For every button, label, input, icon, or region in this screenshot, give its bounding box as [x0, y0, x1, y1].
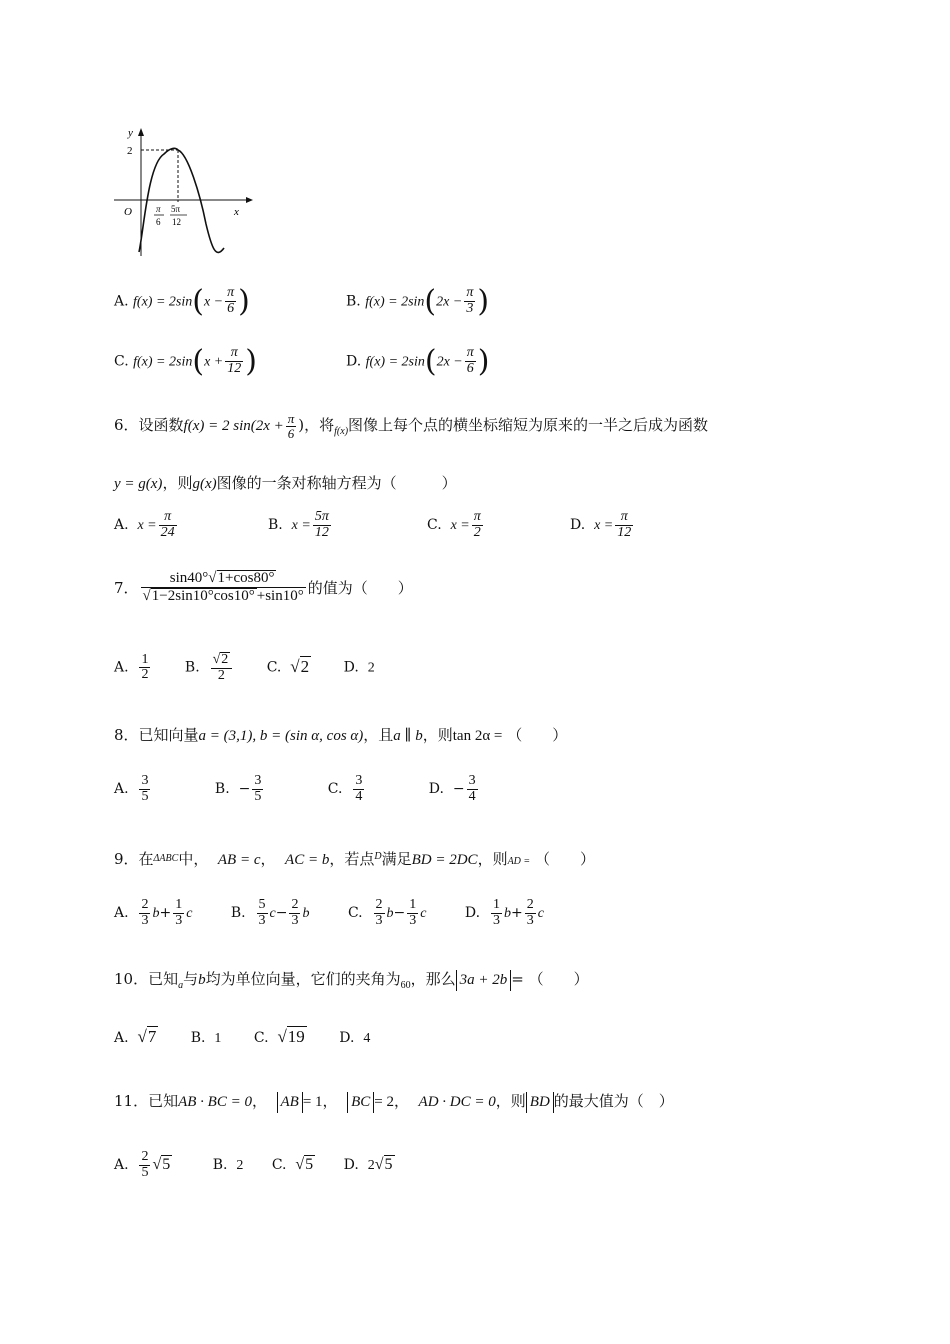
frac-den: 12: [227, 361, 242, 376]
tick2-den: 12: [172, 217, 181, 227]
formula: f(x) = 2sin: [133, 294, 193, 310]
frac-num: 3: [468, 773, 476, 788]
option-letter: D.: [343, 659, 359, 676]
frac-num: π: [164, 509, 172, 524]
option-letter: C.: [271, 1157, 287, 1174]
answer-blank: （ ）: [528, 970, 589, 988]
option-letter: C.: [253, 1030, 269, 1046]
text: 满足: [381, 850, 412, 868]
tick1-den: 6: [156, 217, 161, 227]
y-axis-label: y: [128, 127, 133, 139]
option-letter: A.: [114, 517, 129, 534]
tick1-num: π: [156, 204, 161, 214]
frac-den: 5: [141, 788, 149, 804]
formula: 3a + 2b: [456, 970, 512, 991]
max-label: 2: [127, 145, 133, 157]
formula: f(x) = 2sin: [133, 354, 193, 370]
q10-stem: [114, 968, 589, 991]
option-letter: B.: [214, 781, 230, 798]
text: ，则: [495, 1092, 526, 1110]
frac-den: 2: [141, 667, 149, 683]
q6-option-a: [114, 510, 179, 540]
x-axis-label: x: [234, 206, 239, 218]
option-letter: A.: [114, 1030, 129, 1046]
option-letter: C.: [114, 353, 129, 370]
text: ，则: [477, 850, 508, 868]
frac-den: 5: [141, 1164, 149, 1180]
formula: AD =: [507, 856, 531, 867]
frac-num: π: [230, 345, 238, 361]
text: ，则: [162, 474, 193, 492]
q5-option-d: D. f(x) = 2sin(2x − $\frac{\pi}{6}$ ): [346, 344, 490, 379]
option-letter: C.: [266, 659, 282, 676]
question-number: 11．已知: [114, 1092, 179, 1110]
q9-options: A. $\frac{2}{3}$ b+ $\frac{1}{3}$ c B. $\frac{5}{3}$ c− $\frac{2}{3}$ b C. $\frac{2}{3}$ b− $\frac{1}{3}$ c D. $\frac{1}{3}$ b+ $\frac{2}{3}$ c: [114, 897, 544, 928]
q7-options: A. $\frac{1}{2}$ B. $\frac{√2}{2}$ C. √2 D. 2: [114, 651, 375, 683]
text: ，那么: [410, 970, 456, 988]
frac-num: π: [287, 411, 295, 426]
frac-den: 2: [472, 525, 483, 541]
formula: a ∥ b: [393, 728, 423, 744]
option-letter: C.: [327, 781, 343, 798]
q10-options: A. √7 B. 1 C. √19 D. 4: [114, 1027, 371, 1046]
formula: a: [178, 980, 184, 991]
formula: x =: [291, 518, 311, 534]
formula-inner: 2x −: [436, 294, 463, 310]
formula: tan 2α =: [452, 728, 503, 744]
sqrt-content: 19: [287, 1027, 305, 1046]
formula: BD = 2DC: [411, 852, 478, 868]
text: = 1，: [302, 1094, 338, 1110]
frac-num: 2: [141, 1149, 149, 1164]
frac-den: 4: [355, 788, 363, 804]
option-letter: A.: [114, 293, 129, 310]
question-number: 8．已知向量: [114, 726, 199, 744]
q11-stem: 11．已知AB · BC = 0， AB = 1， BC = 2， AD · DC = 0，则 BD 的最大值为（ ）: [114, 1090, 674, 1113]
formula: D: [374, 851, 382, 862]
frac-den: 4: [468, 788, 476, 804]
option-letter: D.: [339, 1030, 355, 1046]
formula: x =: [594, 518, 614, 534]
formula: f(x): [334, 426, 349, 438]
option-letter: D.: [346, 353, 362, 370]
option-letter: B.: [184, 659, 200, 676]
q6-stem-line2: [114, 472, 457, 493]
formula: a = (3,1), b = (sin α, cos α): [198, 728, 364, 744]
formula: x =: [137, 518, 157, 534]
formula: ΔABC: [153, 853, 179, 864]
sqrt-content: 2: [300, 656, 310, 676]
formula: f(x) = 2sin: [365, 294, 425, 310]
sqrt-content: 5: [162, 1156, 171, 1174]
option-letter: D.: [343, 1157, 359, 1174]
formula: b: [198, 972, 206, 988]
question-number: 6．设函数: [114, 416, 184, 435]
question-number: 10．已知: [114, 970, 179, 988]
formula: y = g(x): [114, 476, 163, 492]
q11-options: A. $\frac{2}{5}$ √5 B. 2 C. √5 D. 2√5: [114, 1149, 393, 1180]
sqrt-content: 5: [305, 1156, 314, 1174]
text: ，若点: [329, 850, 375, 868]
option-letter: A.: [114, 905, 129, 922]
option-letter: A.: [114, 781, 129, 798]
frac-num: 5π: [314, 509, 329, 524]
option-value: 2: [367, 660, 375, 676]
text: 图像上每个点的横坐标缩短为原来的一半之后成为函数: [348, 416, 709, 435]
option-letter: B.: [212, 1157, 228, 1174]
q5-option-c: C. f(x) = 2sin(x + $\frac{\pi}{12}$ ): [114, 344, 257, 379]
frac-num: π: [466, 345, 474, 361]
question-number: 9．在: [114, 850, 154, 868]
q7-stem: 7． $\frac{\sin 40^\circ√1+\cos 80^\circ}{√1-2\sin 10^\circ\cos 10^\circ +\sin 10^\circ}$ 的值为（ ）: [114, 570, 413, 604]
answer-blank: （ ）: [507, 726, 568, 744]
text: ，则: [422, 726, 453, 744]
formula: x =: [450, 518, 470, 534]
text: 中，: [178, 850, 209, 868]
formula: AB = c: [217, 852, 261, 868]
sine-graph: [108, 124, 258, 260]
q8-options: [114, 774, 480, 804]
option-letter: B.: [346, 293, 361, 310]
frac-den: 3: [464, 301, 475, 317]
q6-option-d: [570, 510, 635, 540]
formula: f(x) = 2 sin(2x +: [183, 418, 284, 435]
text: 图像的一条对称轴方程为（ ）: [216, 474, 457, 492]
frac-den: 6: [286, 426, 297, 441]
origin-label: O: [124, 206, 132, 218]
frac-den: 2: [211, 668, 233, 684]
text: )，将: [298, 416, 335, 435]
option-letter: D.: [428, 781, 444, 798]
formula: BD: [526, 1092, 554, 1113]
q6-option-b: [268, 510, 333, 540]
option-letter: B.: [230, 905, 246, 922]
option-letter: C.: [347, 905, 363, 922]
answer-blank: （ ）: [534, 850, 595, 868]
question-number: 7．: [114, 578, 139, 597]
sqrt-content: 5: [384, 1156, 393, 1174]
q9-stem: 9．在$^{\Delta ABC}$中， AB = c， AC = b，若点$^D$满足BD = 2DC，则AD = （ ）: [114, 850, 595, 868]
text: 的最大值为（ ）: [553, 1092, 674, 1110]
frac-den: 24: [160, 524, 175, 540]
formula: g(x): [192, 476, 217, 492]
sqrt-content: 1−2sin10°cos10°: [151, 587, 255, 604]
formula: AB · BC = 0: [178, 1094, 252, 1110]
text: =: [511, 970, 524, 988]
formula: AB: [277, 1092, 303, 1113]
q6-stem: [114, 412, 708, 440]
option-letter: C.: [427, 517, 442, 534]
option-letter: A.: [114, 1157, 129, 1174]
frac-num: π: [620, 509, 628, 524]
q8-stem: [114, 724, 567, 745]
text: 均为单位向量，它们的夹角为: [205, 970, 401, 988]
tick2-num: 5π: [171, 204, 181, 214]
option-letter: D.: [570, 517, 586, 534]
frac-num: π: [466, 285, 474, 301]
text: = 2，: [374, 1094, 409, 1110]
option-value: 1: [214, 1031, 222, 1046]
formula-inner: 2x −: [436, 354, 463, 370]
frac-num: 3: [254, 773, 262, 788]
q5-option-a: A. f(x) = 2sin(x − $\frac{\pi}{6}$ ): [114, 284, 250, 319]
frac-num: 3: [355, 773, 363, 788]
formula: BC: [347, 1092, 374, 1113]
frac-den: +sin10°: [256, 587, 304, 604]
frac-num: 1: [141, 651, 149, 667]
sqrt-content: 7: [147, 1027, 157, 1046]
sqrt-content: 1+cos80°: [217, 570, 275, 586]
frac-num: 3: [141, 773, 149, 788]
option-letter: B.: [268, 517, 283, 534]
formula-inner: x −: [203, 294, 224, 310]
option-letter: B.: [190, 1030, 206, 1046]
formula-inner: x +: [204, 354, 224, 370]
formula: f(x) = 2sin: [365, 354, 425, 370]
option-value: 4: [363, 1031, 371, 1046]
option-value: 2: [367, 1158, 375, 1174]
option-letter: D.: [464, 905, 481, 922]
option-letter: A.: [114, 659, 129, 676]
minus-sign: −: [238, 781, 251, 798]
frac-den: 12: [313, 525, 331, 541]
frac-den: 5: [254, 788, 262, 804]
text: 与: [183, 970, 199, 988]
q6-option-c: [427, 510, 485, 540]
frac-num: sin40°: [169, 570, 209, 586]
formula: 60: [400, 980, 411, 991]
frac-den: 6: [465, 361, 476, 377]
frac-num: π: [227, 285, 235, 301]
text: ，且: [363, 726, 394, 744]
option-value: 2: [236, 1158, 244, 1174]
minus-sign: −: [452, 781, 465, 798]
formula: AD · DC = 0: [418, 1094, 496, 1110]
frac-num: π: [473, 509, 481, 524]
q5-option-b: B. f(x) = 2sin(2x − $\frac{\pi}{3}$ ): [346, 284, 490, 319]
formula: AC = b: [285, 852, 330, 868]
text: 的值为（ ）: [307, 578, 413, 597]
sqrt-content: 2: [221, 652, 229, 667]
frac-den: 12: [617, 524, 632, 540]
frac-den: 6: [225, 301, 236, 317]
